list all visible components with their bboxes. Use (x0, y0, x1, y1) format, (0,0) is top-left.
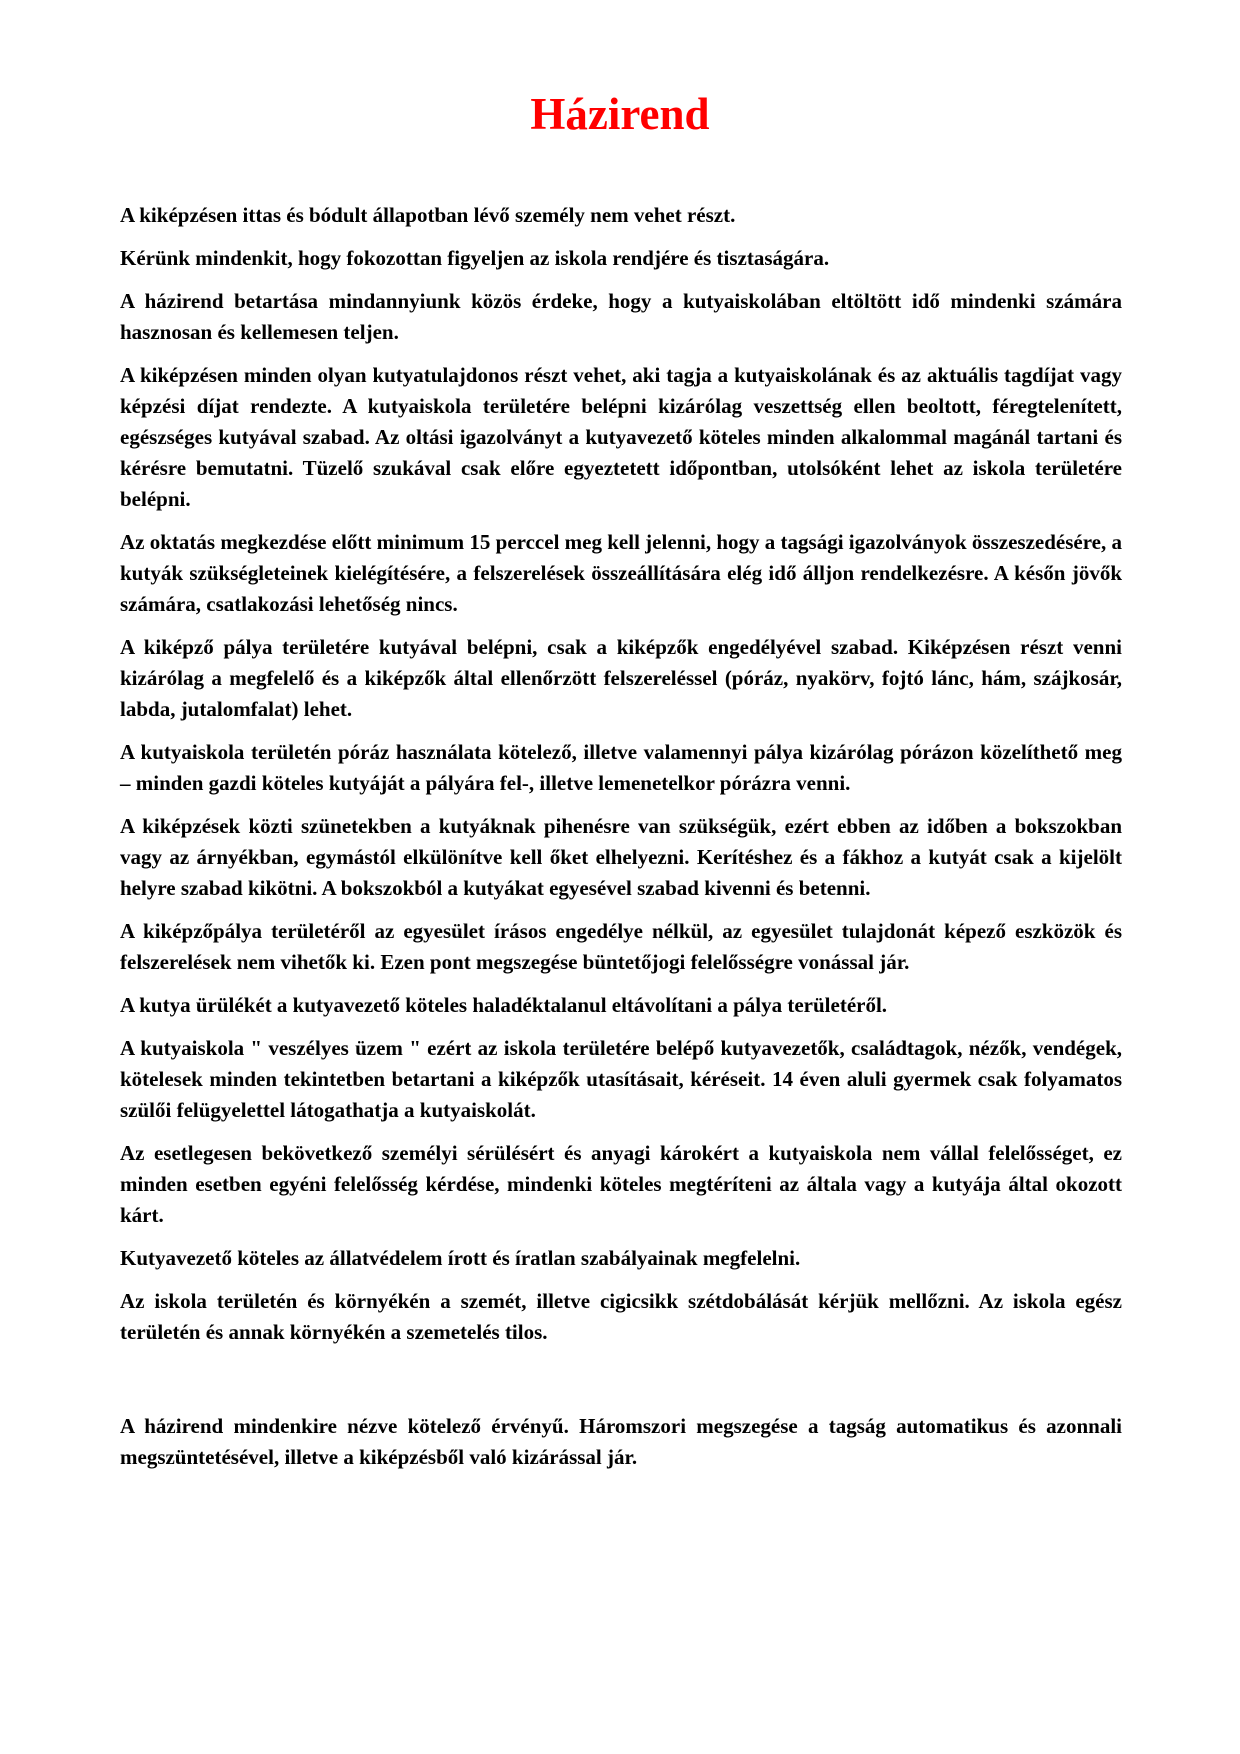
rule-paragraph-11: A kutyaiskola " veszélyes üzem " ezért az iskola területére belépő kutyavezetők, családtagok, nézők, vendégek, kötelesek minden tekintetben betartani a kiképzők utasításait, kéréseit. 14 éven aluli gyermek csak folyamatos szülői felügyelettel látogathatja a kutyaiskolát. (120, 1036, 1122, 1122)
blank-line-spacer (120, 1360, 1122, 1411)
document-title: Házirend (530, 89, 710, 139)
rule-paragraph-10: A kutya ürülékét a kutyavezető köteles haladéktalanul eltávolítani a pálya területéről. (120, 993, 888, 1017)
rule-paragraph-1: A kiképzésen ittas és bódult állapotban lévő személy nem vehet részt. (120, 203, 736, 227)
rule-paragraph-8: A kiképzések közti szünetekben a kutyáknak pihenésre van szükségük, ezért ebben az időben a bokszokban vagy az árnyékban, egymástól elkülönítve kell őket elhelyezni. Kerítéshez és a fákhoz a kutyát csak a kijelölt helyre szabad kikötni. A bokszokból a kutyákat egyesével szabad kivenni és betenni. (120, 814, 1122, 900)
rule-paragraph-5: Az oktatás megkezdése előtt minimum 15 perccel meg kell jelenni, hogy a tagsági igazolványok összeszedésére, a kutyák szükségleteinek kielégítésére, a felszerelések összeállítására elég idő álljon rendelkezésre. A későn jövők számára, csatlakozási lehetőség nincs. (120, 530, 1122, 616)
rule-paragraph-3: A házirend betartása mindannyiunk közös érdeke, hogy a kutyaiskolában eltöltött idő mindenki számára hasznosan és kellemesen teljen. (120, 289, 1122, 344)
closing-paragraph: A házirend mindenkire nézve kötelező érvényű. Háromszori megszegése a tagság automatikus és azonnali megszüntetésével, illetve a kiképzésből való kizárással jár. (120, 1414, 1122, 1469)
rule-paragraph-4: A kiképzésen minden olyan kutyatulajdonos részt vehet, aki tagja a kutyaiskolának és az aktuális tagdíjat vagy képzési díjat rendezte. A kutyaiskola területére belépni kizárólag veszettség ellen beoltott, féregtelenített, egészséges kutyával szabad. Az oltási igazolványt a kutyavezető köteles minden alkalommal magánál tartani és kérésre bemutatni. Tüzelő szukával csak előre egyeztetett időpontban, utolsóként lehet az iskola területére belépni. (120, 363, 1122, 511)
rule-paragraph-2: Kérünk mindenkit, hogy fokozottan figyeljen az iskola rendjére és tisztaságára. (120, 246, 830, 270)
rule-paragraph-6: A kiképző pálya területére kutyával belépni, csak a kiképzők engedélyével szabad. Kiképzésen részt venni kizárólag a megfelelő és a kiképzők által ellenőrzött felszereléssel (póráz, nyakörv, fojtó lánc, hám, szájkosár, labda, jutalomfalat) lehet. (120, 635, 1122, 721)
rule-paragraph-13: Kutyavezető köteles az állatvédelem írott és íratlan szabályainak megfelelni. (120, 1246, 801, 1270)
rule-paragraph-7: A kutyaiskola területén póráz használata kötelező, illetve valamennyi pálya kizárólag pórázon közelíthető meg – minden gazdi köteles kutyáját a pályára fel-, illetve lemenetelkor pórázra venni. (120, 740, 1122, 795)
document-body (120, 200, 1122, 1485)
rule-paragraph-14: Az iskola területén és környékén a szemét, illetve cigicsikk szétdobálását kérjük mellőzni. Az iskola egész területén és annak környékén a szemetelés tilos. (120, 1289, 1122, 1344)
rule-paragraph-12: Az esetlegesen bekövetkező személyi sérülésért és anyagi károkért a kutyaiskola nem vállal felelősséget, ez minden esetben egyéni felelősség kérdése, mindenki köteles megtéríteni az általa vagy a kutyája által okozott kárt. (120, 1141, 1122, 1227)
rule-paragraph-9: A kiképzőpálya területéről az egyesület írásos engedélye nélkül, az egyesület tulajdonát képező eszközök és felszerelések nem vihetők ki. Ezen pont megszegése büntetőjogi felelősségre vonással jár. (120, 919, 1122, 974)
